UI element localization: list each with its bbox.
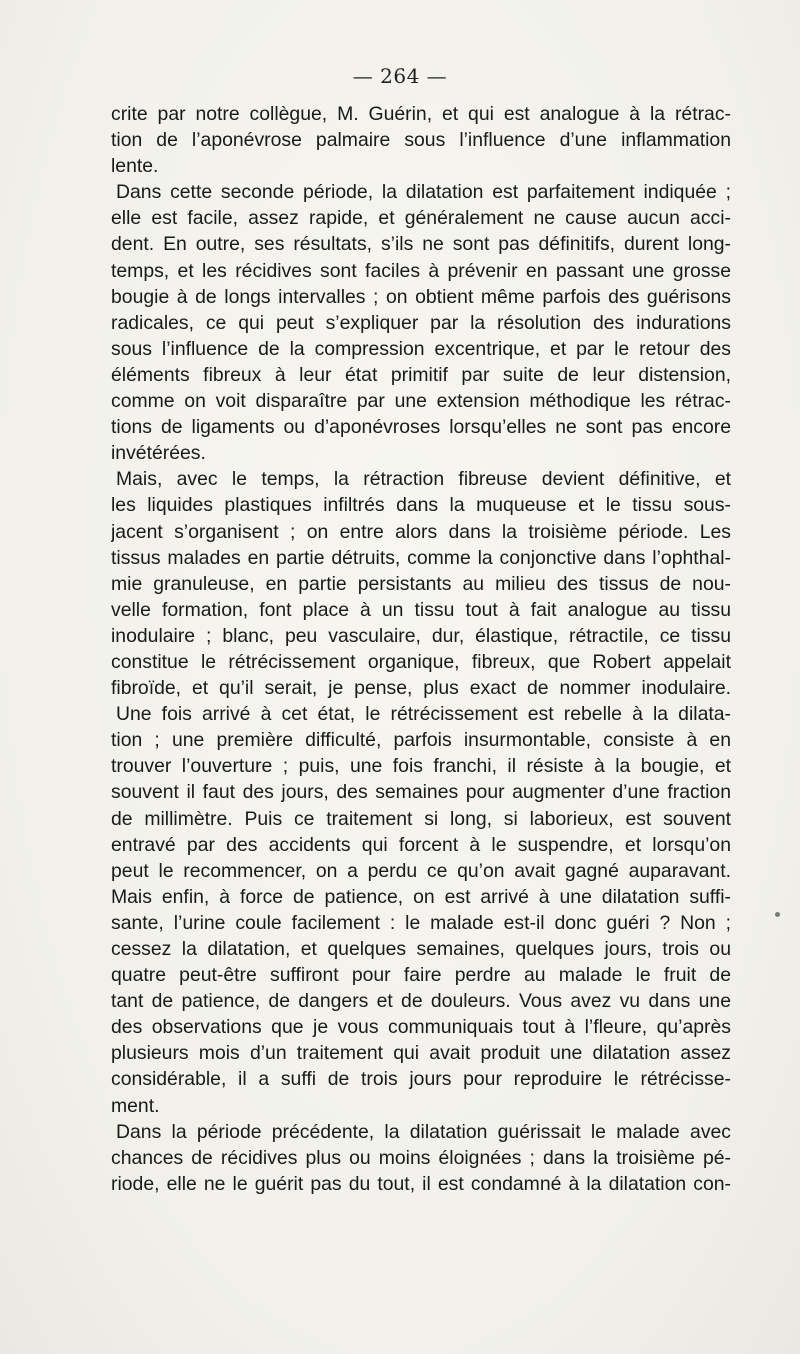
text-line: elle est facile, assez rapide, et généralement ne cause aucun acci-	[111, 207, 731, 230]
text-line: sante, l’urine coule facilement : le malade est-il donc guéri ? Non ;	[111, 911, 731, 934]
text-line: chances de récidives plus ou moins éloignées ; dans la troisième pé-	[111, 1146, 731, 1169]
text-line: peut le recommencer, on a perdu ce qu’on avait gagné auparavant.	[111, 859, 731, 882]
text-line: dent. En outre, ses résultats, s’ils ne sont pas définitifs, durent long-	[111, 233, 731, 256]
text-line: mie granuleuse, en partie persistants au milieu des tissus de nou-	[111, 572, 731, 595]
text-line: temps, et les récidives sont faciles à prévenir en passant une grosse	[111, 259, 731, 282]
text-line: plusieurs mois d’un traitement qui avait produit une dilatation assez	[111, 1042, 731, 1065]
text-line: velle formation, font place à un tissu tout à fait analogue au tissu	[111, 598, 731, 621]
text-line: tant de patience, de dangers et de douleurs. Vous avez vu dans une	[111, 990, 731, 1013]
text-line: souvent il faut des jours, des semaines pour augmenter d’une fraction	[111, 781, 731, 804]
text-line: invétérées.	[111, 442, 206, 465]
text-line: jacent s’organisent ; on entre alors dans la troisième période. Les	[111, 520, 731, 543]
text-line: bougie à de longs intervalles ; on obtient même parfois des guérisons	[111, 285, 731, 308]
text-line: considérable, il a suffi de trois jours pour reproduire le rétrécisse-	[111, 1068, 731, 1091]
text-line: éléments fibreux à leur état primitif par suite de leur distension,	[111, 363, 731, 386]
text-line: lente.	[111, 155, 159, 178]
text-line: des observations que je vous communiquais tout à l’fleure, qu’après	[111, 1016, 731, 1039]
text-line: riode, elle ne le guérit pas du tout, il est condamné à la dilatation con-	[111, 1172, 731, 1195]
text-line: constitue le rétrécissement organique, fibreux, que Robert appelait	[111, 650, 731, 673]
print-speck	[775, 912, 780, 917]
body-text	[111, 101, 731, 1197]
text-line: Une fois arrivé à cet état, le rétrécissement est rebelle à la dilata-	[116, 703, 731, 726]
text-line: trouver l’ouverture ; puis, une fois franchi, il résiste à la bougie, et	[111, 755, 731, 778]
text-line: comme on voit disparaître par une extension méthodique les rétrac-	[111, 390, 731, 413]
text-line: tions de ligaments ou d’aponévroses lorsqu’elles ne sont pas encore	[111, 416, 731, 439]
text-line: les liquides plastiques infiltrés dans la muqueuse et le tissu sous-	[111, 494, 731, 517]
text-line: tion de l’aponévrose palmaire sous l’influence d’une inflammation	[111, 129, 731, 152]
text-line: Dans cette seconde période, la dilatation est parfaitement indiquée ;	[116, 181, 731, 204]
text-line: sous l’influence de la compression excentrique, et par le retour des	[111, 337, 731, 360]
text-line: Mais, avec le temps, la rétraction fibreuse devient définitive, et	[116, 468, 731, 491]
text-line: inodulaire ; blanc, peu vasculaire, dur, élastique, rétractile, ce tissu	[111, 624, 731, 647]
text-line: ment.	[111, 1094, 160, 1117]
text-line: cessez la dilatation, et quelques semaines, quelques jours, trois ou	[111, 938, 731, 960]
text-line: crite par notre collègue, M. Guérin, et qui est analogue à la rétrac-	[111, 103, 731, 125]
text-line: entravé par des accidents qui forcent à le suspendre, et lorsqu’on	[111, 833, 731, 856]
text-line: tion ; une première difficulté, parfois insurmontable, consiste à en	[111, 729, 731, 752]
text-line: de millimètre. Puis ce traitement si long, si laborieux, est souvent	[111, 807, 731, 830]
text-line: radicales, ce qui peut s’expliquer par la résolution des indurations	[111, 311, 731, 334]
text-line: fibroïde, et qu’il serait, je pense, plus exact de nommer inodulaire.	[111, 677, 731, 700]
text-line: tissus malades en partie détruits, comme la conjonctive dans l’ophthal-	[111, 546, 731, 569]
page-number: — 264 —	[352, 64, 448, 88]
text-line: quatre peut-être suffiront pour faire perdre au malade le fruit de	[111, 964, 731, 987]
text-line: Mais enfin, à force de patience, on est arrivé à une dilatation suffi-	[111, 885, 731, 908]
text-line: Dans la période précédente, la dilatation guérissait le malade avec	[116, 1120, 731, 1143]
